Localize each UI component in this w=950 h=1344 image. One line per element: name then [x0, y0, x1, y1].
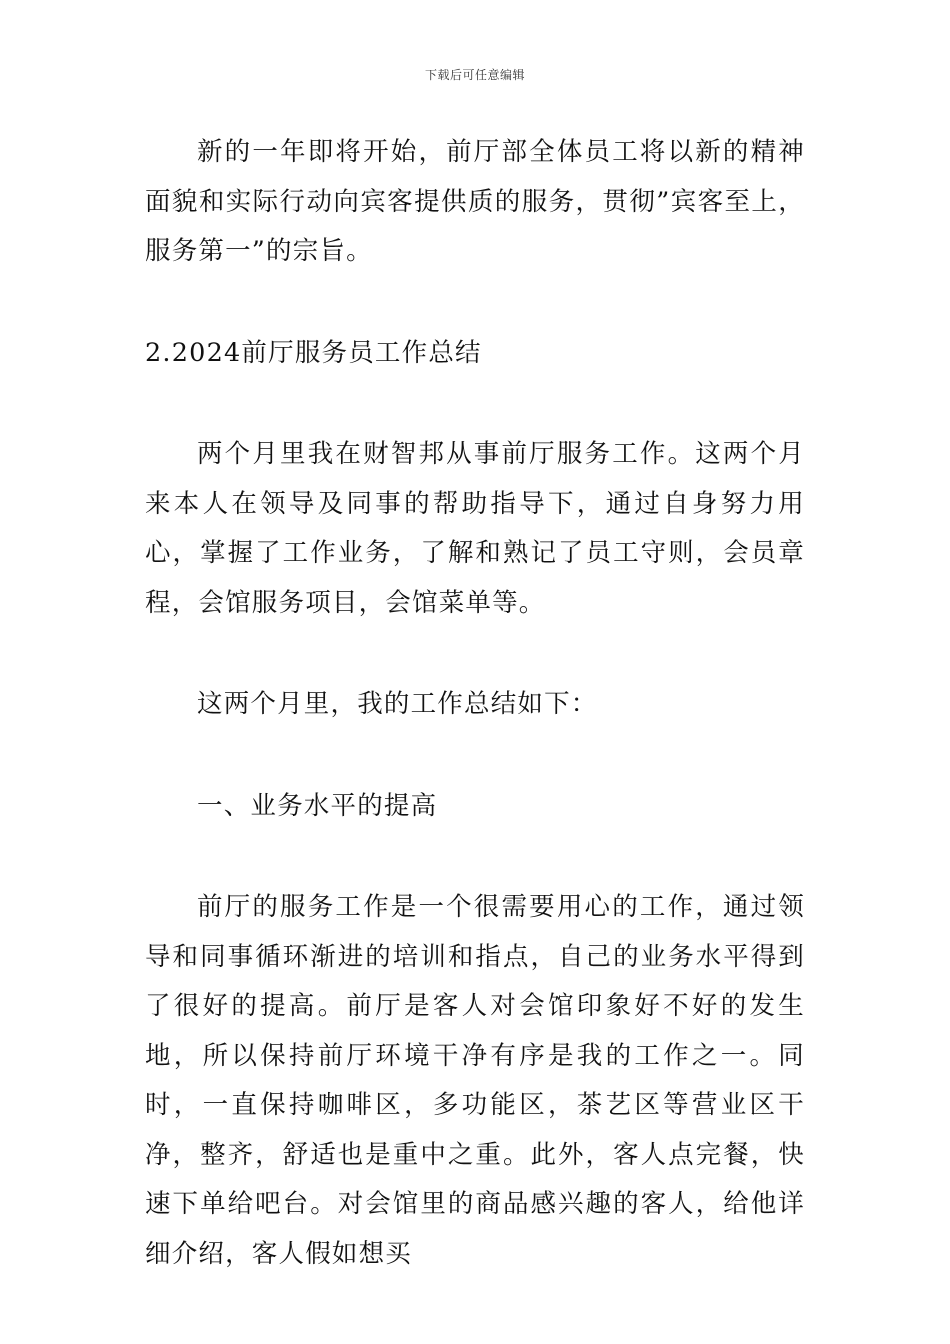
- paragraph-new-year: 新的一年即将开始，前厅部全体员工将以新的精神面貌和实际行动向宾客提供质的服务，贯彻”宾客至上，服务第一”的宗旨。: [145, 137, 805, 266]
- paragraph-two-months: 两个月里我在财智邦从事前厅服务工作。这两个月来本人在领导及同事的帮助指导下，通过自身努力用心，掌握了工作业务，了解和熟记了员工守则，会员章程，会馆服务项目，会馆菜单等。: [145, 439, 805, 618]
- subsection-heading-1: 一、业务水平的提高: [197, 790, 438, 821]
- document-body: [145, 128, 805, 1279]
- section-heading-2: 2.2024前厅服务员工作总结: [145, 337, 482, 368]
- paragraph-business-level: 前厅的服务工作是一个很需要用心的工作，通过领导和同事循环渐进的培训和指点，自己的业务水平得到了很好的提高。前厅是客人对会馆印象好不好的发生地，所以保持前厅环境干净有序是我的工作之一。同时，一直保持咖啡区，多功能区，茶艺区等营业区干净，整齐，舒适也是重中之重。此外，客人点完餐，快速下单给吧台。对会馆里的商品感兴趣的客人，给他详细介绍，客人假如想买: [145, 892, 805, 1269]
- header-note: 下载后可任意编辑: [424, 68, 525, 82]
- paragraph-summary-intro: 这两个月里，我的工作总结如下：: [197, 689, 598, 719]
